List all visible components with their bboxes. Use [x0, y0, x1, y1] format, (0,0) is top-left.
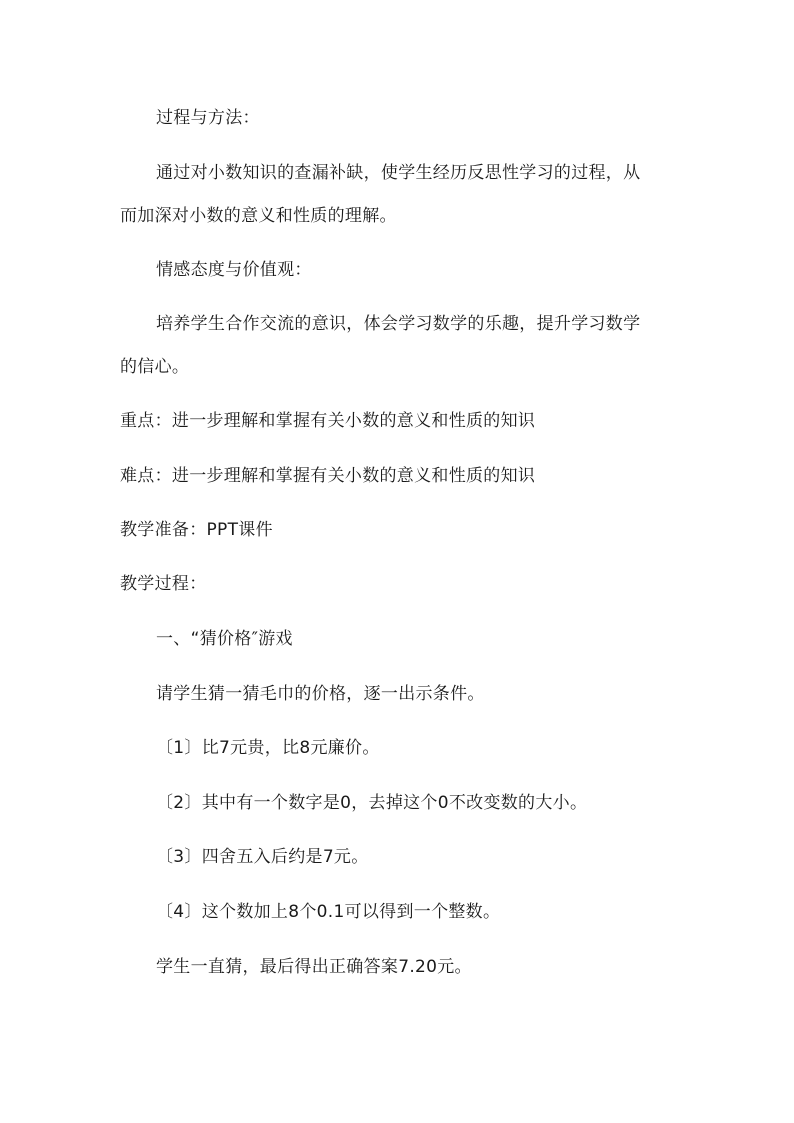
key-point: 重点：进一步理解和掌握有关小数的意义和性质的知识	[120, 411, 536, 431]
paragraph-line: 学生一直猜，最后得出正确答案7.20元。	[156, 957, 472, 977]
heading-attitude-values: 情感态度与价值观：	[156, 260, 312, 280]
paragraph-line: 培养学生合作交流的意识，体会学习数学的乐趣，提升学习数学	[156, 314, 641, 334]
paragraph-line: 通过对小数知识的查漏补缺，使学生经历反思性学习的过程，从	[156, 163, 641, 183]
heading-process-method: 过程与方法：	[156, 108, 260, 128]
paragraph-line: 请学生猜一猜毛巾的价格，逐一出示条件。	[156, 684, 485, 704]
heading-teaching-process: 教学过程：	[120, 574, 207, 594]
condition-item: 〔2〕其中有一个数字是0，去掉这个0不改变数的大小。	[156, 793, 588, 813]
condition-item: 〔3〕四舍五入后约是7元。	[156, 847, 369, 867]
paragraph-line: 的信心。	[120, 357, 190, 377]
condition-item: 〔1〕比7元贵，比8元廉价。	[156, 738, 380, 758]
paragraph-line: 而加深对小数的意义和性质的理解。	[120, 206, 397, 226]
condition-item: 〔4〕这个数加上8个0.1可以得到一个整数。	[156, 902, 501, 922]
teaching-preparation: 教学准备：PPT课件	[120, 520, 273, 540]
difficult-point: 难点：进一步理解和掌握有关小数的意义和性质的知识	[120, 466, 536, 486]
section-title-guess-price: 一、“猜价格″游戏	[156, 629, 293, 649]
